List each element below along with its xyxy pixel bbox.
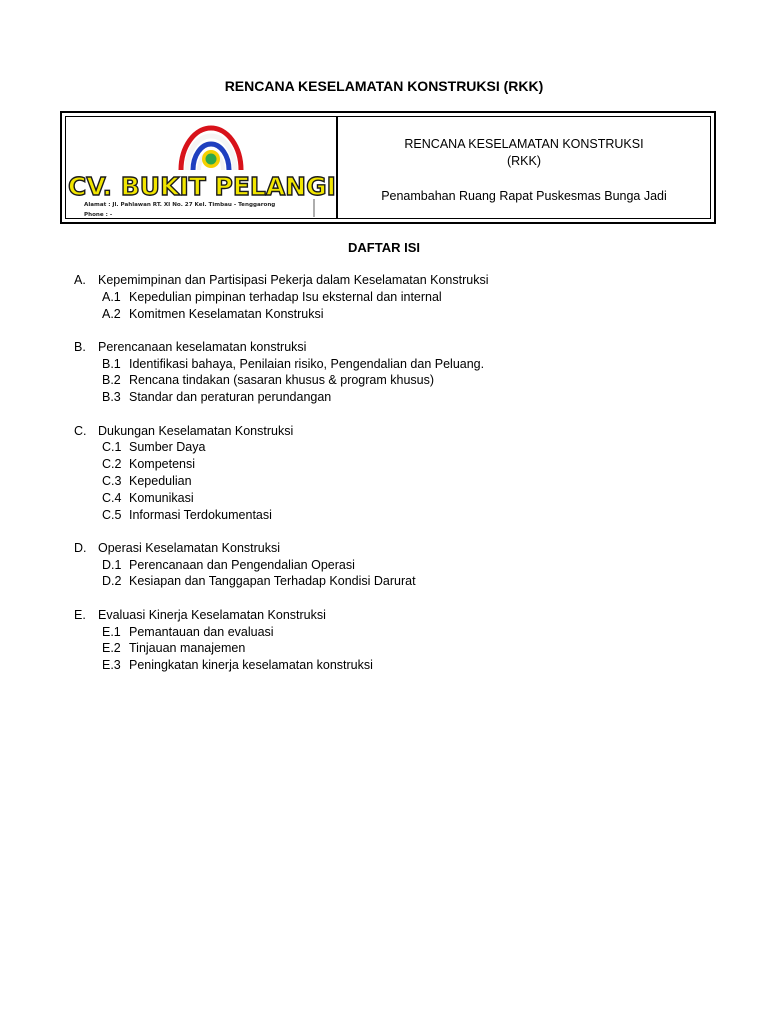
rkk-title-cell (338, 117, 710, 218)
toc-section (74, 607, 734, 674)
toc-item-text: Komunikasi (129, 490, 194, 505)
toc-item-code: B.3 (102, 390, 121, 405)
toc-item (74, 389, 734, 406)
toc-heading: DAFTAR ISI (348, 240, 420, 255)
company-phone-text: Phone : - (84, 212, 113, 218)
toc-item-text: Rencana tindakan (sasaran khusus & program khusus) (129, 373, 435, 388)
toc-item (74, 456, 734, 473)
toc-item-text: Pemantauan dan evaluasi (129, 624, 274, 639)
table-of-contents (74, 272, 734, 690)
toc-item-text: Sumber Daya (129, 440, 206, 455)
toc-section (74, 540, 734, 590)
toc-item (74, 490, 734, 507)
header-table (60, 111, 716, 224)
toc-item-text: Kesiapan dan Tanggapan Terhadap Kondisi Darurat (129, 574, 416, 589)
project-name: Penambahan Ruang Rapat Puskesmas Bunga Jadi (381, 189, 667, 203)
toc-section (74, 423, 734, 524)
rkk-title-line2: (RKK) (506, 154, 542, 168)
toc-item-text: Kompetensi (129, 457, 196, 472)
toc-section-title: Evaluasi Kinerja Keselamatan Konstruksi (98, 607, 326, 622)
toc-item-text: Tinjauan manajemen (129, 641, 246, 656)
toc-item-text: Kepedulian pimpinan terhadap Isu eksternal dan internal (129, 289, 442, 304)
toc-item-text: Informasi Terdokumentasi (129, 507, 272, 522)
company-address-text: Alamat : Jl. Pahlawan RT. XI No. 27 Kel. Timbau - Tenggarong (84, 202, 276, 208)
toc-item-text: Kepedulian (129, 473, 192, 488)
toc-section-heading (74, 423, 734, 440)
toc-item-code: C.5 (102, 507, 122, 522)
toc-item-code: D.1 (102, 557, 122, 572)
toc-item (74, 624, 734, 641)
toc-item-text: Peningkatan kinerja keselamatan konstruksi (129, 658, 373, 673)
toc-section-letter: A. (74, 273, 86, 287)
toc-section-heading (74, 339, 734, 356)
toc-item-text: Standar dan peraturan perundangan (129, 390, 332, 405)
toc-item (74, 640, 734, 657)
toc-item-code: C.3 (102, 473, 122, 488)
toc-item (74, 657, 734, 674)
toc-section-heading (74, 540, 734, 557)
toc-section (74, 272, 734, 322)
toc-item (74, 306, 734, 323)
toc-section-letter: E. (74, 607, 86, 622)
toc-item-code: B.2 (102, 373, 121, 388)
toc-item-code: E.2 (102, 641, 121, 656)
toc-item-text: Komitmen Keselamatan Konstruksi (129, 306, 324, 321)
toc-item (74, 356, 734, 373)
toc-item-code: C.1 (102, 440, 122, 455)
toc-section-title: Dukungan Keselamatan Konstruksi (98, 423, 294, 438)
toc-section-letter: D. (74, 540, 87, 555)
toc-item (74, 573, 734, 590)
toc-item-text: Perencanaan dan Pengendalian Operasi (129, 557, 355, 572)
toc-item (74, 439, 734, 456)
toc-item-code: E.1 (102, 624, 121, 639)
toc-item-code: B.1 (102, 356, 121, 371)
toc-item-code: D.2 (102, 574, 122, 589)
toc-item-code: A.2 (102, 306, 121, 321)
header-table-inner (65, 116, 711, 219)
toc-item (74, 557, 734, 574)
company-name-logo-text: CV. BUKIT PELANGI (68, 172, 336, 201)
toc-section (74, 339, 734, 406)
toc-section-title: Operasi Keselamatan Konstruksi (98, 540, 281, 555)
rkk-title (338, 136, 710, 170)
toc-item-code: C.2 (102, 457, 122, 472)
toc-section-title: Perencanaan keselamatan konstruksi (98, 339, 307, 354)
toc-item-code: A.1 (102, 289, 121, 304)
toc-item-code: C.4 (102, 490, 122, 505)
company-logo-cell (66, 117, 338, 218)
toc-section-letter: B. (74, 339, 86, 354)
rkk-title-line1: RENCANA KESELAMATAN KONSTRUKSI (404, 137, 644, 151)
toc-item (74, 507, 734, 524)
toc-item-text: Identifikasi bahaya, Penilaian risiko, Pengendalian dan Peluang. (129, 356, 485, 371)
company-logo (66, 117, 336, 220)
toc-item (74, 289, 734, 306)
toc-section-title: Kepemimpinan dan Partisipasi Pekerja dalam Keselamatan Konstruksi (98, 273, 489, 287)
toc-section-heading (74, 272, 734, 289)
toc-item (74, 372, 734, 389)
toc-item-code: E.3 (102, 658, 121, 673)
document-title: RENCANA KESELAMATAN KONSTRUKSI (RKK) (224, 78, 544, 94)
toc-item (74, 473, 734, 490)
toc-section-heading (74, 607, 734, 624)
toc-section-letter: C. (74, 423, 87, 438)
